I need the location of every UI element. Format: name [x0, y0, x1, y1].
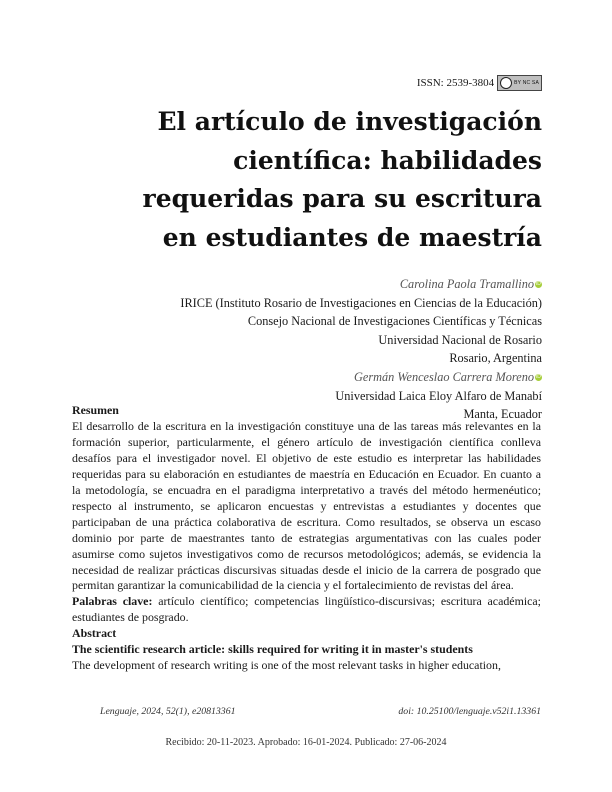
orcid-icon[interactable]: iD — [536, 373, 541, 380]
abstract-title: The scientific research article: skills required for writing it in master's students — [72, 642, 473, 657]
author-2-line — [72, 368, 542, 387]
cc-license-label: BY NC SA — [514, 80, 539, 86]
affiliation-line: IRICE (Instituto Rosario de Investigaciones en Ciencias de la Educación) — [180, 295, 542, 310]
creative-commons-license-badge[interactable] — [497, 75, 542, 91]
author-block — [72, 275, 542, 424]
affiliation-line: Universidad Laica Eloy Alfaro de Manabí — [335, 388, 542, 403]
author-1-name: Carolina Paola Tramallino — [399, 277, 534, 291]
article-title: El artículo de investigación científica: habilidades requeridas para su escritura en estudiantes de maestría — [142, 107, 542, 252]
resumen-heading: Resumen — [72, 403, 119, 417]
orcid-icon[interactable]: iD — [536, 281, 541, 287]
keywords-paragraph — [72, 594, 541, 626]
author-2-name: Germán Wenceslao Carrera Moreno — [354, 369, 534, 384]
publication-dates: Recibido: 20-11-2023. Aprobado: 16-01-2024. Publicado: 27-06-2024 — [165, 737, 447, 748]
doi-link[interactable]: doi: 10.25100/lenguaje.v52i1.13361 — [398, 706, 541, 717]
issn-header — [417, 75, 542, 91]
affiliation-line: Universidad Nacional de Rosario — [378, 332, 542, 347]
journal-citation: Lenguaje, 2024, 52(1), e20813361 — [100, 706, 236, 717]
article-body — [72, 403, 541, 674]
affiliation-line: Consejo Nacional de Investigaciones Científicas y Técnicas — [247, 314, 542, 329]
author-1-line — [72, 275, 542, 294]
keywords-text: artículo científico; competencias lingüístico-discursivas; escritura académica; estudiantes de posgrado. — [72, 594, 541, 625]
affiliation-line: Manta, Ecuador — [463, 407, 542, 422]
issn-text: ISSN: 2539-3804 — [416, 77, 495, 89]
keywords-label: Palabras clave: — [72, 594, 153, 609]
abstract-text: The development of research writing is one of the most relevant tasks in higher education, — [72, 658, 501, 673]
affiliation-line: Rosario, Argentina — [449, 351, 542, 366]
page-footer — [100, 706, 541, 717]
abstract-heading: Abstract — [72, 626, 117, 641]
resumen-text: El desarrollo de la escritura en la investigación constituye una de las tareas más relevantes en la formación superior, particularmente, el género artículo de investigación científica conlleva desafíos para el investigador novel. El objetivo de este estudio es interpretar las habilidades requeridas para su elaboración en estudiantes de maestría en Educación en Ecuador. En cuanto a la metodología, se encuadra en el paradigma interpretativo a través del método hermenéutico; respecto al instrumento, se aplicaron encuestas y entrevistas a estudiantes y docentes que participaban de una práctica colaborativa de escritura. Como resultados, se observa un escaso dominio por parte de maestrantes tanto de estrategias argumentativas con las cuales poder asumirse como sujetos investigativos como de recursos metodológicos; además, se evidencia la necesidad de realizar prácticas discursivas situadas desde el inicio de la carrera de posgrado que permitan garantizar la comunicabilidad de la ciencia y el fortalecimiento de revistas del área. — [72, 418, 541, 593]
cc-icon — [500, 77, 512, 89]
